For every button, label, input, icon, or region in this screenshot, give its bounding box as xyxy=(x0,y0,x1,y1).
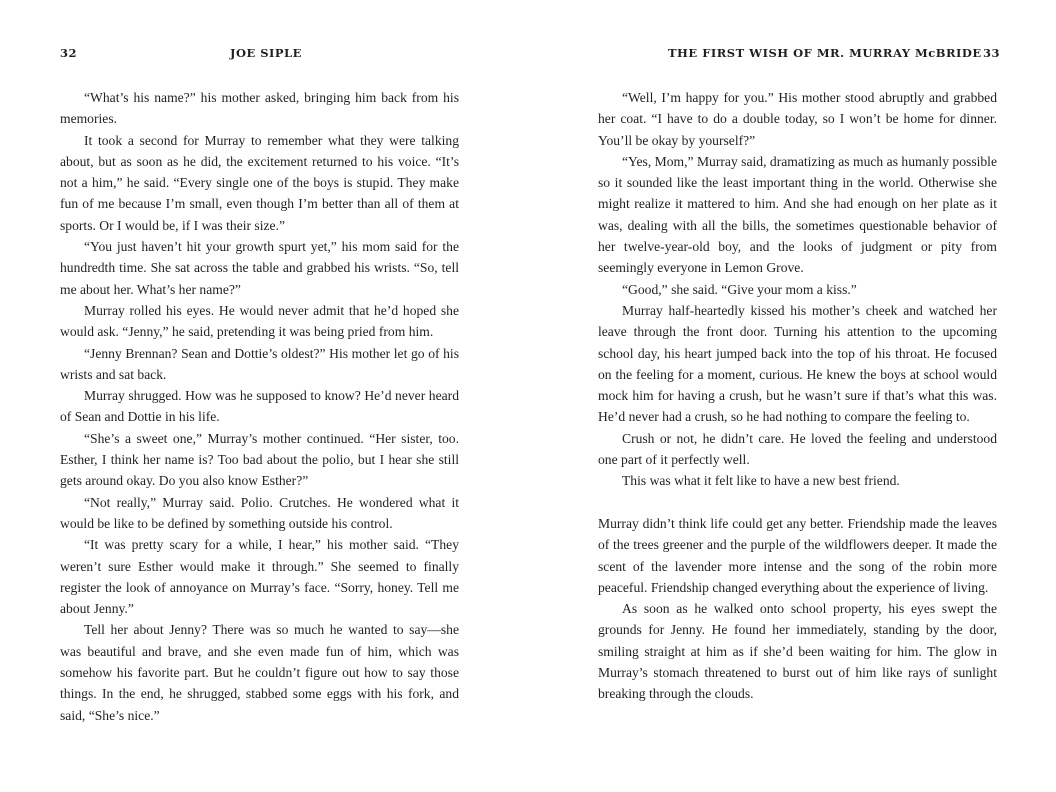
paragraph: “Good,” she said. “Give your mom a kiss.” xyxy=(622,281,857,297)
paragraph: “What’s his name?” his mother asked, bringing him back from his memories. xyxy=(60,90,459,127)
paragraph: “Yes, Mom,” Murray said, dramatizing as much as humanly possible so it sounded like the least important thing in the world. Otherwise she might realize it mattered to him. And she had enough on her plate as it was, dealing with all the bills, the sometimes questionable behavior of her twelve-year-old boy, and the looks of judgment or pity from seemingly everyone in Lemon Grove. xyxy=(598,153,997,276)
paragraph: “You just haven’t hit your growth spurt yet,” his mom said for the hundredth time. She sat across the table and grabbed his wrists. “So, tell me about her. What’s her name?” xyxy=(60,239,459,297)
paragraph: As soon as he walked onto school property, his eyes swept the grounds for Jenny. He found her immediately, standing by the door, smiling straight at him as if she’d been waiting for him. The glow in Murray’s stomach threatened to burst out of him like rays of sunlight breaking through the clouds. xyxy=(598,601,997,702)
paragraph: Crush or not, he didn’t care. He loved the feeling and understood one part of it perfectly well. xyxy=(598,430,997,468)
paragraph: “Not really,” Murray said. Polio. Crutches. He wondered what it would be like to be defined by something outside his control. xyxy=(60,494,459,531)
paragraph: “It was pretty scary for a while, I hear,” his mother said. “They weren’t sure Esther would make it through.” She seemed to finally register the look of annoyance on Murray’s face. “Sorry, honey. Tell me about Jenny.” xyxy=(60,537,459,617)
page-number: 32 xyxy=(60,46,78,60)
paragraph: This was what it felt like to have a new best friend. xyxy=(622,473,900,489)
paragraph: Murray shrugged. How was he supposed to know? He’d never heard of Sean and Dottie in his life. xyxy=(60,388,459,425)
section-opening-paragraph: Murray didn’t think life could get any better. Friendship made the leaves of the trees greener and the purple of the wildflowers deeper. It made the scent of the lavender more intense and the song of the robin more peaceful. Friendship changed everything about the experience of living. xyxy=(598,515,997,595)
page-number: 33 xyxy=(983,46,1001,60)
paragraph: “Well, I’m happy for you.” His mother stood abruptly and grabbed her coat. “I have to do a double today, so I won’t be home for dinner. You’ll be okay by yourself?” xyxy=(598,90,997,148)
paragraph: Tell her about Jenny? There was so much he wanted to say—she was beautiful and brave, and she even made fun of him, which was somehow his favorite part. But he couldn’t figure out how to say those things. In the end, he shrugged, stabbed some eggs with his fork, and said, “She’s nice.” xyxy=(60,622,459,723)
running-head-author: JOE SIPLE xyxy=(230,46,302,60)
paragraph: Murray rolled his eyes. He would never admit that he’d hoped she would ask. “Jenny,” he said, pretending it was being pried from him. xyxy=(60,302,459,340)
right-page xyxy=(528,0,1056,792)
running-head-title: THE FIRST WISH OF MR. MURRAY McBRIDE xyxy=(668,46,982,60)
page-body xyxy=(598,87,997,705)
paragraph: “She’s a sweet one,” Murray’s mother continued. “Her sister, too. Esther, I think her name is? Too bad about the polio, but I hear she still gets around okay. Do you also know Esther?” xyxy=(60,430,459,489)
page-body xyxy=(60,87,459,726)
paragraph: “Jenny Brennan? Sean and Dottie’s oldest?” His mother let go of his wrists and sat back. xyxy=(60,345,459,382)
paragraph: Murray half-heartedly kissed his mother’s cheek and watched her leave through the front door. Turning his attention to the upcoming school day, his heart jumped back into the top of his throat. He focused on the feeling for a moment, curious. He knew the boys at school would mock him for having a crush, but he wasn’t sure if that’s what this was. He’d never had a crush, so he had nothing to compare the feeling to. xyxy=(598,302,997,425)
paragraph: It took a second for Murray to remember what they were talking about, but as soon as he did, the excitement returned to his voice. “It’s not a him,” he said. “Every single one of the boys is stupid. They make fun of me because I’m small, even though I’m better than all of them at sports. Or I would be, if I was their size.” xyxy=(60,132,459,233)
